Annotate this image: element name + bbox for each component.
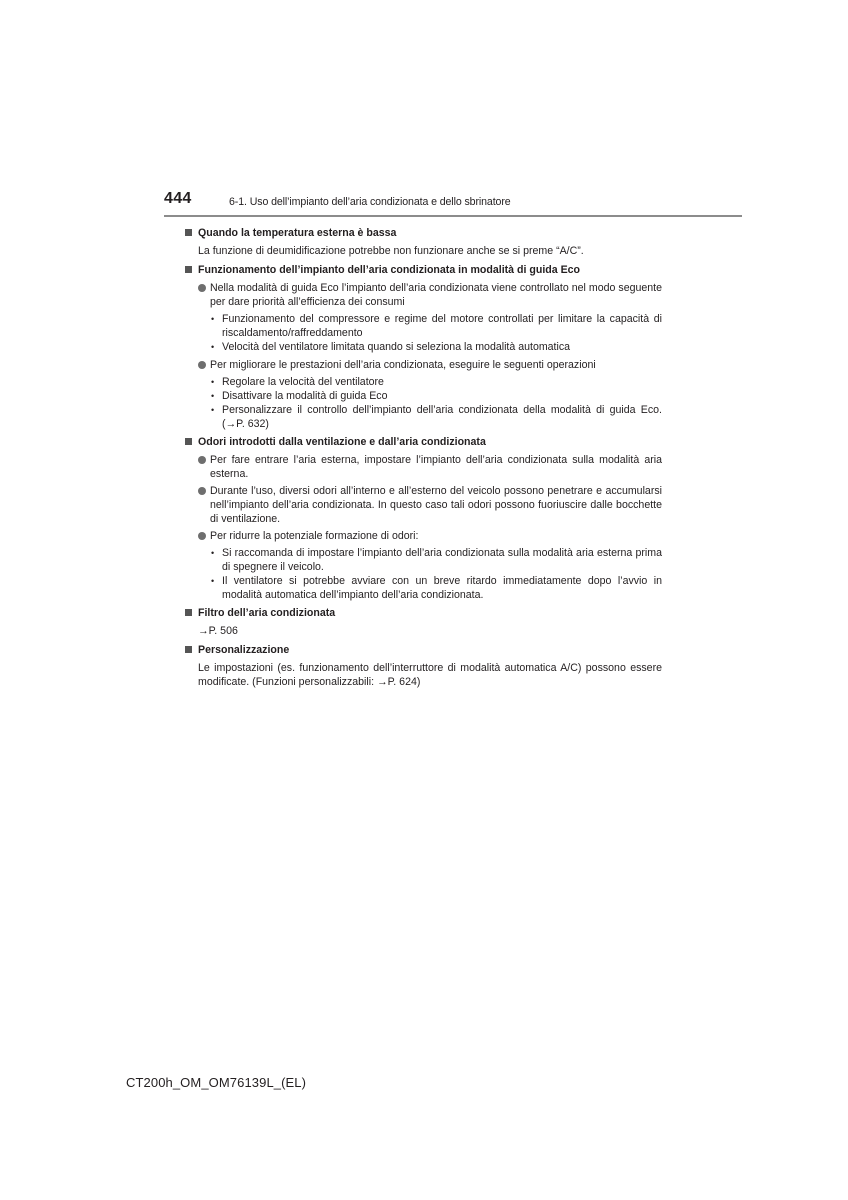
section-heading: [184, 643, 662, 657]
sub-item-text: Il ventilatore si potrebbe avviare con un breve ritardo immediatamente dopo l’avvio in modalità automatica dell’impianto dell’aria condizionata.: [222, 575, 662, 601]
heading-text: Filtro dell’aria condizionata: [198, 607, 336, 619]
list-item: [184, 529, 662, 543]
sub-list-item: [184, 375, 662, 389]
sub-list-item: [184, 312, 662, 340]
section-heading: [184, 263, 662, 277]
list-item: [184, 453, 662, 481]
page-number: 444: [164, 190, 192, 207]
sub-list-item: [184, 546, 662, 574]
heading-text: Quando la temperatura esterna è bassa: [198, 227, 397, 239]
list-item-text: Nella modalità di guida Eco l’impianto dell’aria condizionata viene controllato nel modo seguente per dare priorità all’efficienza dei consumi: [210, 282, 662, 308]
sub-item-text: Personalizzare il controllo dell’impianto dell’aria condizionata della modalità di guida Eco. (→P. 632): [222, 404, 662, 430]
sub-item-text: Regolare la velocità del ventilatore: [222, 376, 384, 388]
list-item-text: Per ridurre la potenziale formazione di odori:: [210, 530, 419, 542]
sub-list-item: [184, 574, 662, 602]
sub-item-text: Si raccomanda di impostare l’impianto dell’aria condizionata sulla modalità aria esterna prima di spegnere il veicolo.: [222, 547, 662, 573]
sub-item-text: Disattivare la modalità di guida Eco: [222, 390, 388, 402]
page-reference: →P. 506: [198, 625, 238, 637]
list-item-text: Per migliorare le prestazioni dell’aria condizionata, eseguire le seguenti operazioni: [210, 359, 596, 371]
section-title: 6-1. Uso dell’impianto dell’aria condizionata e dello sbrinatore: [229, 196, 511, 208]
sub-item-text: Funzionamento del compressore e regime del motore controllati per limitare la capacità di riscaldamento/raffreddamento: [222, 313, 662, 339]
circle-bullet-icon: [198, 361, 206, 369]
circle-bullet-icon: [198, 284, 206, 292]
sub-item-text: Velocità del ventilatore limitata quando si seleziona la modalità automatica: [222, 341, 571, 353]
section-heading: [184, 435, 662, 449]
dot-bullet-icon: •: [211, 548, 215, 558]
section-paragraph: Le impostazioni (es. funzionamento dell’interruttore di modalità automatica A/C) possono essere modificate. (Funzioni personalizzabili: →P. 624): [198, 662, 662, 688]
section-heading: [184, 226, 662, 240]
dot-bullet-icon: •: [211, 405, 215, 415]
dot-bullet-icon: •: [211, 391, 215, 401]
heading-text: Funzionamento dell’impianto dell’aria condizionata in modalità di guida Eco: [198, 264, 580, 276]
heading-text: Personalizzazione: [198, 644, 290, 656]
circle-bullet-icon: [198, 456, 206, 464]
sub-list: [184, 312, 662, 354]
circle-bullet-icon: [198, 487, 206, 495]
sub-list: [184, 546, 662, 602]
list-item: [184, 484, 662, 526]
sub-list: [184, 375, 662, 431]
header-divider: [164, 215, 742, 217]
square-bullet-icon: [185, 438, 192, 445]
sub-list-item: [184, 403, 662, 431]
dot-bullet-icon: •: [211, 342, 215, 352]
sub-list-item: [184, 389, 662, 403]
sub-list-item: [184, 340, 662, 354]
heading-text: Odori introdotti dalla ventilazione e dall’aria condizionata: [198, 436, 486, 448]
manual-code: CT200h_OM_OM76139L_(EL): [126, 1075, 307, 1090]
dot-bullet-icon: •: [211, 576, 215, 586]
list-item: [184, 281, 662, 309]
section-heading: [184, 606, 662, 620]
dot-bullet-icon: •: [211, 377, 215, 387]
page-content: [184, 226, 662, 694]
square-bullet-icon: [185, 646, 192, 653]
dot-bullet-icon: •: [211, 314, 215, 324]
square-bullet-icon: [185, 229, 192, 236]
square-bullet-icon: [185, 266, 192, 273]
list-item-text: Per fare entrare l’aria esterna, impostare l’impianto dell’aria condizionata sulla modalità aria esterna.: [210, 454, 662, 480]
circle-bullet-icon: [198, 532, 206, 540]
square-bullet-icon: [185, 609, 192, 616]
section-paragraph: La funzione di deumidificazione potrebbe non funzionare anche se si preme “A/C”.: [198, 245, 584, 257]
list-item: [184, 358, 662, 372]
list-item-text: Durante l’uso, diversi odori all’interno e all’esterno del veicolo possono penetrare e accumularsi nell’impianto dell’aria condizionata. In questo caso tali odori possono fuoriuscire dalle bocchette di ventilazione.: [210, 485, 662, 525]
